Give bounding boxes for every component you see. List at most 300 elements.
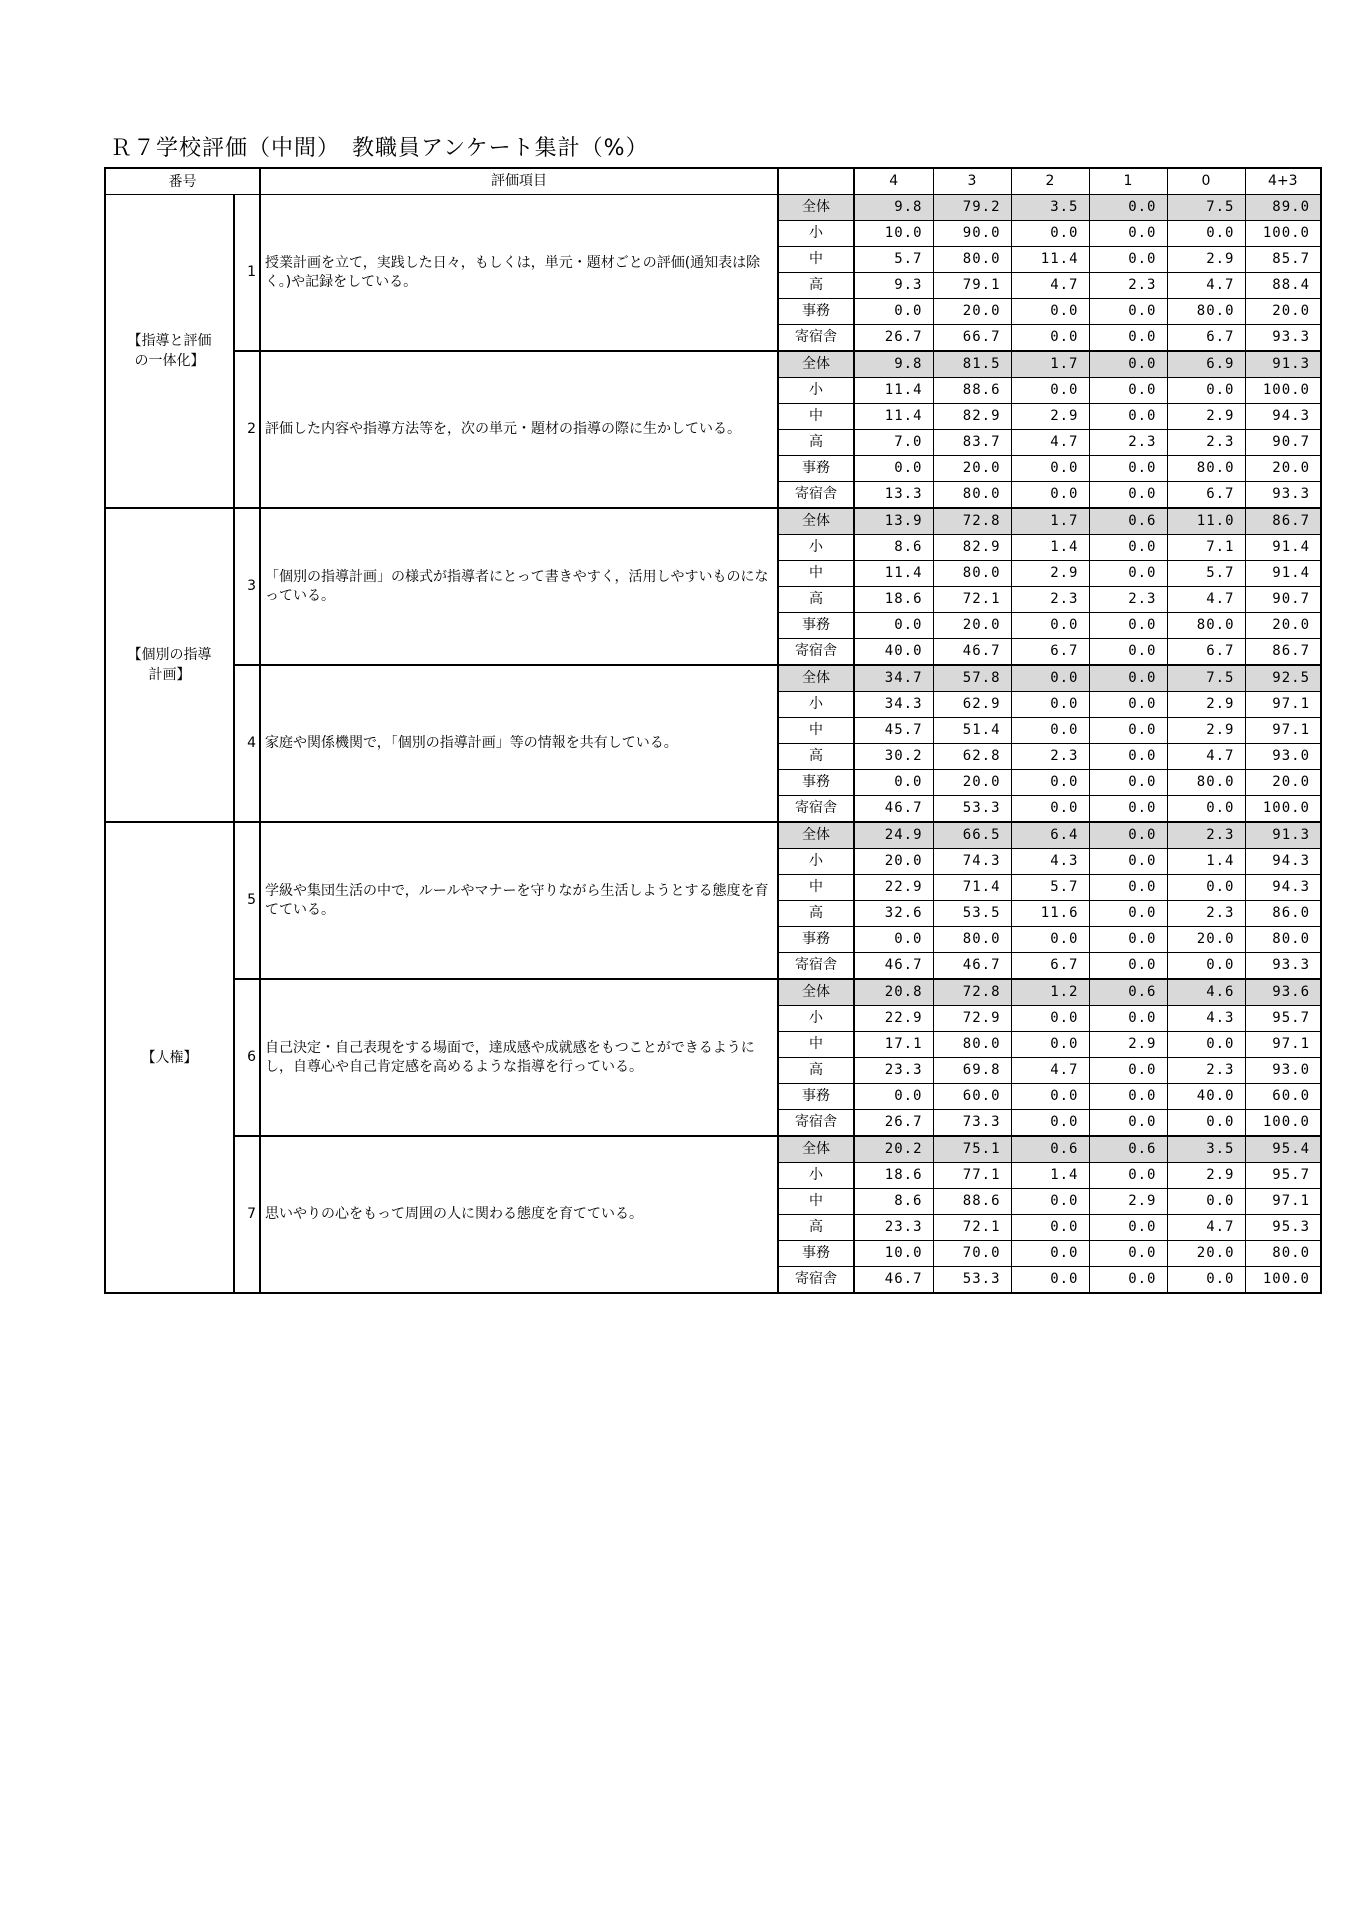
score-1-cell: 0.0	[1089, 639, 1167, 666]
score-2-cell: 0.0	[1011, 325, 1089, 352]
item-description-text: 学級や集団生活の中で，ルールやマナーを守りながら生活しようとする態度を育てている。	[265, 882, 769, 918]
score-3-cell: 53.3	[933, 796, 1011, 823]
score-4-cell: 13.9	[854, 508, 933, 535]
score-3-cell: 81.5	[933, 351, 1011, 378]
item-description-text: 家庭や関係機関で，「個別の指導計画」等の情報を共有している。	[265, 735, 678, 751]
header-col-0: 0	[1167, 168, 1245, 195]
score-4plus3-cell: 89.0	[1245, 195, 1321, 221]
score-0-cell: 0.0	[1167, 953, 1245, 980]
score-1-cell: 0.0	[1089, 247, 1167, 273]
score-4-cell: 20.2	[854, 1136, 933, 1163]
score-1-cell: 0.0	[1089, 1163, 1167, 1189]
score-2-cell: 1.4	[1011, 535, 1089, 561]
category-cell	[105, 195, 234, 509]
score-0-cell: 4.7	[1167, 273, 1245, 299]
score-4-cell: 9.8	[854, 351, 933, 378]
score-3-cell: 75.1	[933, 1136, 1011, 1163]
item-number: 7	[234, 1136, 260, 1293]
score-4-cell: 10.0	[854, 1241, 933, 1267]
respondent-group-label: 小	[778, 1163, 854, 1189]
respondent-group-label: 寄宿舎	[778, 796, 854, 823]
score-4-cell: 23.3	[854, 1215, 933, 1241]
score-2-cell: 0.0	[1011, 796, 1089, 823]
table-row	[105, 979, 1321, 1006]
score-4-cell: 9.8	[854, 195, 933, 221]
score-1-cell: 2.3	[1089, 430, 1167, 456]
score-3-cell: 66.5	[933, 822, 1011, 849]
score-3-cell: 71.4	[933, 875, 1011, 901]
score-4plus3-cell: 93.3	[1245, 953, 1321, 980]
score-0-cell: 0.0	[1167, 1110, 1245, 1137]
respondent-group-label: 事務	[778, 927, 854, 953]
score-1-cell: 0.0	[1089, 195, 1167, 221]
score-2-cell: 0.0	[1011, 1189, 1089, 1215]
score-3-cell: 20.0	[933, 770, 1011, 796]
category-name-line1: 【指導と評価	[127, 333, 212, 349]
score-3-cell: 80.0	[933, 927, 1011, 953]
score-0-cell: 1.4	[1167, 849, 1245, 875]
score-4-cell: 34.7	[854, 665, 933, 692]
score-3-cell: 82.9	[933, 535, 1011, 561]
score-4-cell: 0.0	[854, 456, 933, 482]
item-description	[260, 351, 778, 508]
score-0-cell: 80.0	[1167, 456, 1245, 482]
score-0-cell: 6.7	[1167, 325, 1245, 352]
score-4-cell: 0.0	[854, 299, 933, 325]
respondent-group-label: 高	[778, 744, 854, 770]
score-4plus3-cell: 90.7	[1245, 430, 1321, 456]
item-description	[260, 822, 778, 979]
category-name-line1: 【個別の指導	[127, 647, 212, 663]
score-2-cell: 4.7	[1011, 430, 1089, 456]
score-0-cell: 4.6	[1167, 979, 1245, 1006]
score-1-cell: 0.0	[1089, 744, 1167, 770]
respondent-group-label: 全体	[778, 979, 854, 1006]
score-0-cell: 2.3	[1167, 901, 1245, 927]
score-0-cell: 20.0	[1167, 927, 1245, 953]
respondent-group-label: 高	[778, 1215, 854, 1241]
score-2-cell: 0.0	[1011, 1032, 1089, 1058]
score-4-cell: 10.0	[854, 221, 933, 247]
score-3-cell: 53.5	[933, 901, 1011, 927]
score-0-cell: 2.9	[1167, 247, 1245, 273]
item-description	[260, 1136, 778, 1293]
table-row	[105, 195, 1321, 221]
respondent-group-label: 小	[778, 849, 854, 875]
score-3-cell: 72.8	[933, 508, 1011, 535]
score-4plus3-cell: 93.0	[1245, 1058, 1321, 1084]
score-4plus3-cell: 100.0	[1245, 1267, 1321, 1294]
score-4-cell: 0.0	[854, 613, 933, 639]
score-0-cell: 0.0	[1167, 796, 1245, 823]
score-2-cell: 0.0	[1011, 299, 1089, 325]
category-name-line1: 【人権】	[141, 1049, 198, 1066]
score-1-cell: 0.0	[1089, 351, 1167, 378]
score-0-cell: 0.0	[1167, 378, 1245, 404]
score-0-cell: 4.7	[1167, 1215, 1245, 1241]
score-2-cell: 0.0	[1011, 665, 1089, 692]
score-1-cell: 2.3	[1089, 273, 1167, 299]
score-4plus3-cell: 93.3	[1245, 325, 1321, 352]
score-1-cell: 0.0	[1089, 221, 1167, 247]
score-1-cell: 0.0	[1089, 404, 1167, 430]
score-3-cell: 46.7	[933, 953, 1011, 980]
score-4plus3-cell: 93.3	[1245, 482, 1321, 509]
score-1-cell: 0.0	[1089, 613, 1167, 639]
score-4plus3-cell: 80.0	[1245, 927, 1321, 953]
score-4-cell: 22.9	[854, 875, 933, 901]
score-4-cell: 34.3	[854, 692, 933, 718]
header-number: 番号	[105, 168, 260, 195]
score-4-cell: 0.0	[854, 927, 933, 953]
table-row	[105, 665, 1321, 692]
score-0-cell: 2.9	[1167, 404, 1245, 430]
item-description	[260, 508, 778, 665]
respondent-group-label: 小	[778, 378, 854, 404]
score-4plus3-cell: 91.4	[1245, 535, 1321, 561]
score-1-cell: 0.0	[1089, 378, 1167, 404]
score-4-cell: 17.1	[854, 1032, 933, 1058]
header-item: 評価項目	[260, 168, 778, 195]
score-1-cell: 0.0	[1089, 875, 1167, 901]
score-2-cell: 2.3	[1011, 587, 1089, 613]
score-4plus3-cell: 97.1	[1245, 692, 1321, 718]
respondent-group-label: 全体	[778, 822, 854, 849]
score-1-cell: 0.0	[1089, 901, 1167, 927]
score-3-cell: 74.3	[933, 849, 1011, 875]
score-4-cell: 46.7	[854, 1267, 933, 1294]
score-0-cell: 11.0	[1167, 508, 1245, 535]
score-0-cell: 2.9	[1167, 692, 1245, 718]
score-4-cell: 0.0	[854, 1084, 933, 1110]
score-4plus3-cell: 20.0	[1245, 613, 1321, 639]
score-3-cell: 46.7	[933, 639, 1011, 666]
score-1-cell: 0.0	[1089, 665, 1167, 692]
score-4-cell: 0.0	[854, 770, 933, 796]
score-1-cell: 0.0	[1089, 1241, 1167, 1267]
score-3-cell: 88.6	[933, 378, 1011, 404]
score-3-cell: 70.0	[933, 1241, 1011, 1267]
score-4-cell: 18.6	[854, 1163, 933, 1189]
score-4plus3-cell: 60.0	[1245, 1084, 1321, 1110]
respondent-group-label: 寄宿舎	[778, 639, 854, 666]
respondent-group-label: 中	[778, 247, 854, 273]
score-4-cell: 24.9	[854, 822, 933, 849]
score-0-cell: 2.3	[1167, 430, 1245, 456]
table-row	[105, 351, 1321, 378]
respondent-group-label: 中	[778, 718, 854, 744]
respondent-group-label: 小	[778, 692, 854, 718]
score-4-cell: 20.8	[854, 979, 933, 1006]
score-3-cell: 53.3	[933, 1267, 1011, 1294]
score-2-cell: 3.5	[1011, 195, 1089, 221]
score-0-cell: 80.0	[1167, 299, 1245, 325]
score-1-cell: 0.0	[1089, 1006, 1167, 1032]
score-4-cell: 11.4	[854, 561, 933, 587]
score-1-cell: 0.6	[1089, 1136, 1167, 1163]
score-4-cell: 45.7	[854, 718, 933, 744]
score-2-cell: 0.6	[1011, 1136, 1089, 1163]
respondent-group-label: 寄宿舎	[778, 482, 854, 509]
score-0-cell: 6.9	[1167, 351, 1245, 378]
score-4-cell: 18.6	[854, 587, 933, 613]
score-2-cell: 0.0	[1011, 770, 1089, 796]
score-2-cell: 2.3	[1011, 744, 1089, 770]
score-2-cell: 0.0	[1011, 221, 1089, 247]
respondent-group-label: 全体	[778, 1136, 854, 1163]
category-name-line2: 計画】	[148, 667, 191, 683]
respondent-group-label: 中	[778, 561, 854, 587]
score-3-cell: 69.8	[933, 1058, 1011, 1084]
score-3-cell: 80.0	[933, 1032, 1011, 1058]
score-4-cell: 40.0	[854, 639, 933, 666]
score-2-cell: 0.0	[1011, 1267, 1089, 1294]
table-row	[105, 508, 1321, 535]
respondent-group-label: 高	[778, 1058, 854, 1084]
score-0-cell: 2.3	[1167, 1058, 1245, 1084]
table-row	[105, 1136, 1321, 1163]
score-4plus3-cell: 90.7	[1245, 587, 1321, 613]
score-3-cell: 90.0	[933, 221, 1011, 247]
score-4plus3-cell: 20.0	[1245, 770, 1321, 796]
category-cell	[105, 822, 234, 1293]
item-number: 1	[234, 195, 260, 352]
respondent-group-label: 高	[778, 273, 854, 299]
category-name-line2: の一体化】	[134, 353, 205, 369]
score-1-cell: 0.0	[1089, 1084, 1167, 1110]
respondent-group-label: 全体	[778, 351, 854, 378]
score-0-cell: 20.0	[1167, 1241, 1245, 1267]
score-1-cell: 0.0	[1089, 849, 1167, 875]
score-2-cell: 0.0	[1011, 692, 1089, 718]
respondent-group-label: 事務	[778, 456, 854, 482]
score-4plus3-cell: 86.0	[1245, 901, 1321, 927]
score-1-cell: 0.0	[1089, 456, 1167, 482]
table-row	[105, 822, 1321, 849]
item-description-text: 思いやりの心をもって周囲の人に関わる態度を育てている。	[265, 1206, 643, 1222]
score-3-cell: 20.0	[933, 299, 1011, 325]
score-4plus3-cell: 91.3	[1245, 351, 1321, 378]
score-4plus3-cell: 100.0	[1245, 796, 1321, 823]
respondent-group-label: 小	[778, 535, 854, 561]
header-col-3: 3	[933, 168, 1011, 195]
item-number: 2	[234, 351, 260, 508]
header-col-1: 1	[1089, 168, 1167, 195]
score-3-cell: 66.7	[933, 325, 1011, 352]
respondent-group-label: 寄宿舎	[778, 325, 854, 352]
score-4plus3-cell: 86.7	[1245, 508, 1321, 535]
score-2-cell: 2.9	[1011, 561, 1089, 587]
score-1-cell: 0.0	[1089, 535, 1167, 561]
score-1-cell: 0.0	[1089, 692, 1167, 718]
score-1-cell: 0.0	[1089, 718, 1167, 744]
respondent-group-label: 高	[778, 587, 854, 613]
score-2-cell: 4.7	[1011, 1058, 1089, 1084]
score-0-cell: 2.9	[1167, 718, 1245, 744]
score-2-cell: 0.0	[1011, 482, 1089, 509]
score-4plus3-cell: 94.3	[1245, 404, 1321, 430]
respondent-group-label: 全体	[778, 195, 854, 221]
score-4-cell: 8.6	[854, 1189, 933, 1215]
score-3-cell: 72.8	[933, 979, 1011, 1006]
score-4plus3-cell: 94.3	[1245, 875, 1321, 901]
score-4-cell: 26.7	[854, 325, 933, 352]
score-2-cell: 0.0	[1011, 1215, 1089, 1241]
score-4-cell: 30.2	[854, 744, 933, 770]
score-4plus3-cell: 86.7	[1245, 639, 1321, 666]
score-0-cell: 7.1	[1167, 535, 1245, 561]
page-title: Ｒ７学校評価（中間） 教職員アンケート集計（%）	[110, 136, 649, 161]
score-0-cell: 0.0	[1167, 1189, 1245, 1215]
score-4plus3-cell: 94.3	[1245, 849, 1321, 875]
score-4plus3-cell: 97.1	[1245, 1032, 1321, 1058]
score-1-cell: 0.6	[1089, 979, 1167, 1006]
item-number: 5	[234, 822, 260, 979]
score-3-cell: 80.0	[933, 482, 1011, 509]
score-4plus3-cell: 93.6	[1245, 979, 1321, 1006]
respondent-group-label: 全体	[778, 665, 854, 692]
item-description	[260, 195, 778, 352]
score-3-cell: 73.3	[933, 1110, 1011, 1137]
score-0-cell: 4.7	[1167, 587, 1245, 613]
score-0-cell: 40.0	[1167, 1084, 1245, 1110]
score-0-cell: 0.0	[1167, 1267, 1245, 1294]
item-description	[260, 979, 778, 1136]
score-3-cell: 82.9	[933, 404, 1011, 430]
score-2-cell: 0.0	[1011, 1006, 1089, 1032]
score-1-cell: 0.0	[1089, 1267, 1167, 1294]
score-3-cell: 77.1	[933, 1163, 1011, 1189]
score-4plus3-cell: 80.0	[1245, 1241, 1321, 1267]
respondent-group-label: 高	[778, 901, 854, 927]
score-1-cell: 0.0	[1089, 1215, 1167, 1241]
item-number: 3	[234, 508, 260, 665]
score-3-cell: 57.8	[933, 665, 1011, 692]
header-col-2: 2	[1011, 168, 1089, 195]
score-0-cell: 2.9	[1167, 1163, 1245, 1189]
item-number: 6	[234, 979, 260, 1136]
respondent-group-label: 中	[778, 404, 854, 430]
score-1-cell: 0.0	[1089, 796, 1167, 823]
score-4plus3-cell: 91.4	[1245, 561, 1321, 587]
score-4-cell: 9.3	[854, 273, 933, 299]
category-cell	[105, 508, 234, 822]
score-4-cell: 20.0	[854, 849, 933, 875]
score-1-cell: 0.0	[1089, 770, 1167, 796]
score-4plus3-cell: 95.7	[1245, 1163, 1321, 1189]
score-2-cell: 6.7	[1011, 953, 1089, 980]
score-3-cell: 72.1	[933, 1215, 1011, 1241]
score-2-cell: 11.4	[1011, 247, 1089, 273]
score-2-cell: 0.0	[1011, 1084, 1089, 1110]
score-4-cell: 5.7	[854, 247, 933, 273]
score-2-cell: 1.4	[1011, 1163, 1089, 1189]
score-2-cell: 5.7	[1011, 875, 1089, 901]
score-0-cell: 3.5	[1167, 1136, 1245, 1163]
header-col-4: 4	[854, 168, 933, 195]
score-4-cell: 7.0	[854, 430, 933, 456]
header-row	[105, 168, 1321, 195]
score-1-cell: 2.9	[1089, 1032, 1167, 1058]
score-0-cell: 0.0	[1167, 875, 1245, 901]
item-number: 4	[234, 665, 260, 822]
score-2-cell: 0.0	[1011, 927, 1089, 953]
score-4plus3-cell: 92.5	[1245, 665, 1321, 692]
score-3-cell: 20.0	[933, 456, 1011, 482]
respondent-group-label: 寄宿舎	[778, 953, 854, 980]
score-0-cell: 0.0	[1167, 221, 1245, 247]
respondent-group-label: 小	[778, 1006, 854, 1032]
score-4-cell: 23.3	[854, 1058, 933, 1084]
respondent-group-label: 事務	[778, 1084, 854, 1110]
score-0-cell: 4.3	[1167, 1006, 1245, 1032]
score-2-cell: 1.2	[1011, 979, 1089, 1006]
score-4-cell: 46.7	[854, 953, 933, 980]
score-2-cell: 2.9	[1011, 404, 1089, 430]
score-4plus3-cell: 97.1	[1245, 1189, 1321, 1215]
score-3-cell: 79.2	[933, 195, 1011, 221]
score-4plus3-cell: 95.4	[1245, 1136, 1321, 1163]
score-4plus3-cell: 100.0	[1245, 221, 1321, 247]
item-description-text: 評価した内容や指導方法等を，次の単元・題材の指導の際に生かしている。	[265, 421, 741, 437]
score-1-cell: 2.3	[1089, 587, 1167, 613]
score-2-cell: 0.0	[1011, 1241, 1089, 1267]
score-4plus3-cell: 85.7	[1245, 247, 1321, 273]
score-2-cell: 11.6	[1011, 901, 1089, 927]
score-4-cell: 8.6	[854, 535, 933, 561]
score-2-cell: 6.4	[1011, 822, 1089, 849]
score-1-cell: 0.0	[1089, 927, 1167, 953]
score-0-cell: 6.7	[1167, 482, 1245, 509]
score-0-cell: 0.0	[1167, 1032, 1245, 1058]
score-4-cell: 26.7	[854, 1110, 933, 1137]
respondent-group-label: 中	[778, 1032, 854, 1058]
score-1-cell: 2.9	[1089, 1189, 1167, 1215]
score-0-cell: 5.7	[1167, 561, 1245, 587]
score-2-cell: 0.0	[1011, 456, 1089, 482]
score-4-cell: 13.3	[854, 482, 933, 509]
item-description-text: 「個別の指導計画」の様式が指導者にとって書きやすく，活用しやすいものになっている。	[265, 568, 769, 604]
score-1-cell: 0.0	[1089, 561, 1167, 587]
score-2-cell: 0.0	[1011, 718, 1089, 744]
score-3-cell: 72.1	[933, 587, 1011, 613]
score-1-cell: 0.6	[1089, 508, 1167, 535]
score-4plus3-cell: 20.0	[1245, 299, 1321, 325]
score-4plus3-cell: 95.7	[1245, 1006, 1321, 1032]
score-4plus3-cell: 97.1	[1245, 718, 1321, 744]
score-2-cell: 0.0	[1011, 613, 1089, 639]
score-1-cell: 0.0	[1089, 482, 1167, 509]
respondent-group-label: 高	[778, 430, 854, 456]
score-0-cell: 2.3	[1167, 822, 1245, 849]
respondent-group-label: 事務	[778, 299, 854, 325]
score-1-cell: 0.0	[1089, 299, 1167, 325]
respondent-group-label: 寄宿舎	[778, 1110, 854, 1137]
score-1-cell: 0.0	[1089, 822, 1167, 849]
score-2-cell: 4.7	[1011, 273, 1089, 299]
item-description-text: 自己決定・自己表現をする場面で，達成感や成就感をもつことができるようにし，自尊心や自己肯定感を高めるような指導を行っている。	[265, 1039, 755, 1075]
score-3-cell: 60.0	[933, 1084, 1011, 1110]
score-3-cell: 72.9	[933, 1006, 1011, 1032]
header-label	[778, 168, 854, 195]
score-4-cell: 11.4	[854, 404, 933, 430]
score-4plus3-cell: 20.0	[1245, 456, 1321, 482]
score-4-cell: 46.7	[854, 796, 933, 823]
score-4-cell: 22.9	[854, 1006, 933, 1032]
score-2-cell: 1.7	[1011, 508, 1089, 535]
score-3-cell: 80.0	[933, 561, 1011, 587]
score-0-cell: 80.0	[1167, 613, 1245, 639]
